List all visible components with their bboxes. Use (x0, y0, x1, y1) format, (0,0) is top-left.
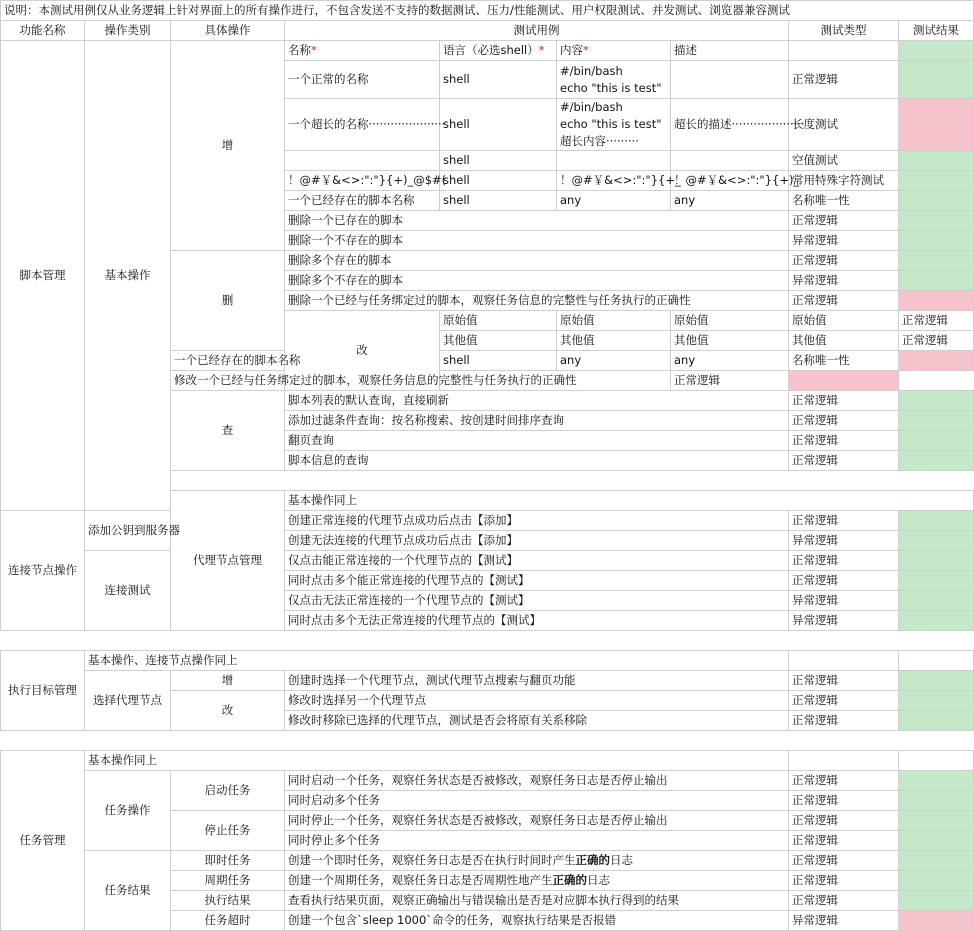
result-cell (899, 591, 974, 611)
col-desc: 描述 (671, 41, 789, 61)
case-cell: 一个正常的名称 (285, 61, 440, 99)
header-cases: 测试用例 (285, 21, 789, 41)
result-cell (899, 41, 974, 61)
func-target: 执行目标管理 (1, 651, 85, 731)
header-result: 测试结果 (899, 21, 974, 41)
result-cell (899, 831, 974, 851)
optype-task-ops: 任务操作 (85, 771, 171, 851)
result-cell (899, 151, 974, 171)
op-target-add: 增 (171, 671, 285, 691)
result-cell (899, 611, 974, 631)
col-lang: 语言（必选shell）* (440, 41, 557, 61)
result-cell (899, 671, 974, 691)
op-instant-task: 即时任务 (171, 851, 285, 871)
op-target-mod: 改 (171, 691, 285, 731)
col-name: 名称* (285, 41, 440, 61)
optype-connect: 连接节点操作 (1, 511, 85, 631)
result-cell (899, 251, 974, 271)
result-cell (899, 811, 974, 831)
result-cell (899, 451, 974, 471)
func-task: 任务管理 (1, 751, 85, 931)
op-periodic-task: 周期任务 (171, 871, 285, 891)
result-cell (899, 431, 974, 451)
result-cell (899, 191, 974, 211)
op-start-task: 启动任务 (171, 771, 285, 811)
result-cell (899, 351, 974, 371)
op-del: 删 (171, 251, 285, 351)
result-cell (899, 891, 974, 911)
op-mod: 改 (285, 311, 440, 391)
result-cell (899, 911, 974, 931)
op-stop-task: 停止任务 (171, 811, 285, 851)
result-cell (899, 531, 974, 551)
optype-select-proxy: 选择代理节点 (85, 671, 171, 731)
result-cell (899, 791, 974, 811)
func-proxy: 代理节点管理 (171, 491, 285, 631)
op-addkey: 添加公钥到服务器 (85, 511, 171, 551)
op-task-timeout: 任务超时 (171, 911, 285, 931)
type-cell: 正常逻辑 (789, 61, 899, 99)
result-cell (899, 61, 974, 99)
result-cell (789, 371, 899, 391)
result-cell (899, 571, 974, 591)
result-cell (899, 511, 974, 531)
result-cell (899, 711, 974, 731)
result-cell (899, 391, 974, 411)
result-cell (899, 411, 974, 431)
result-cell (899, 551, 974, 571)
sheet-note: 说明：本测试用例仅从业务逻辑上针对界面上的所有操作进行，不包含发送不支持的数据测试、压力/性能测试、用户权限测试、并发测试、浏览器兼容测试 (1, 1, 974, 21)
op-conntest: 连接测试 (85, 551, 171, 631)
op-query: 查 (171, 391, 285, 471)
func-script: 脚本管理 (1, 41, 85, 511)
result-cell (899, 771, 974, 791)
col-content: 内容* (557, 41, 671, 61)
header-type: 测试类型 (789, 21, 899, 41)
op-exec-result: 执行结果 (171, 891, 285, 911)
op-add: 增 (171, 41, 285, 251)
header-op: 具体操作 (171, 21, 285, 41)
result-cell (899, 99, 974, 151)
result-cell (899, 291, 974, 311)
header-row (1, 21, 974, 41)
result-cell (899, 691, 974, 711)
result-cell (899, 171, 974, 191)
optype-task-results: 任务结果 (85, 851, 171, 931)
result-cell (899, 851, 974, 871)
header-func: 功能名称 (1, 21, 85, 41)
result-cell (899, 231, 974, 251)
optype-basic: 基本操作 (85, 41, 171, 511)
result-cell (899, 211, 974, 231)
result-cell (899, 871, 974, 891)
test-case-sheet: 说明：本测试用例仅从业务逻辑上针对界面上的所有操作进行，不包含发送不支持的数据测试、压力/性能测试、用户权限测试、并发测试、浏览器兼容测试 功能名称 操作类别 具体操作 测试用例 测试类型 测试结果 脚本管理 基本操作 增 名称* 语言（必选shell）* 内容* 描述 一个正常的名称 shell #/bin/bash echo "this is test" 正常逻辑 一个超长的名称····················· shell #/bin/bash echo "this is test" 超长内容········· 超长的描述···················· 长度测试 shell 空值测试 ！@#￥&<>:":"}{+)_@$#( shell ！@#￥&<>:":"}{+_ ！@#￥&<>:":"}{+)_ 常用特殊字符测试 一个已经存在的脚本名称 shell any any 名称唯一性 删除一个已存在的脚本 正常逻辑 删除一个不存在的脚本 异常逻辑 删 删除多个存在的脚本 正常逻辑 删除多个不存在的脚本 异常逻辑 删除一个已经与任务绑定过的脚本，观察任务信息的完整性与任务执行的正确性 正常逻辑 改 原始值 原始值 原始值 原始值 正常逻辑 其他值 其他值 其他值 其他值 正常逻辑 一个已经存在的脚本名称 shell any any 名称唯一性 修改一个已经与任务绑定过的脚本，观察任务信息的完整性与任务执行的正确性 正常逻辑 查 脚本列表的默认查询，直接刷新 正常逻辑 添加过滤条件查询：按名称搜索、按创建时间排序查询 正常逻辑 翻页查询 正常逻辑 脚本信息的查询 正常逻辑 代理节点管理 基本操作同上 连接节点操作 添加公钥到服务器 创建正常连接的代理节点成功后点击【添加】 正常逻辑 创建无法连接的代理节点成功后点击【添加】 异常逻辑 连接测试 仅点击能正常连接的一个代理节点的【测试】 正常逻辑 同时点击多个能正常连接的代理节点的【测试】 正常逻辑 仅点击无法正常连接的一个代理节点的【测试】 异常逻辑 同时点击多个无法正常连接的代理节点的【测试】 异常逻辑 执行目标管理 基本操作、连接节点操作同上 选择代理节点 增 创建时选择一个代理节点，测试代理节点搜索与翻页功能 正常逻辑 改 修改时选择另一个代理节点 正常逻辑 修改时移除已选择的代理节点，测试是否会将原有关系移除 正常逻辑 任务管理 基本操作同上 任务操作 启动任务 同时启动一个任务，观察任务状态是否被修改，观察任务日志是否停止输出 正常逻辑 同时启动多个任务 正常逻辑 停止任务 同时停止一个任务，观察任务状态是否被修改，观察任务日志是否停止输出 正常逻辑 同时停止多个任务 正常逻辑 任务结果 即时任务 创建一个即时任务，观察任务日志是否在执行时间时产生正确的日志 正常逻辑 周期任务 创建一个周期任务，观察任务日志是否周期性地产生正确的日志 正常逻辑 执行结果 查看执行结果页面，观察正确输出与错误输出是否是对应脚本执行得到的结果 正常逻辑 任务超时 创建一个包含`sleep 1000`命令的任务，观察执行结果是否报错 异常逻辑 (0, 0, 974, 931)
result-cell (899, 271, 974, 291)
header-optype: 操作类别 (85, 21, 171, 41)
